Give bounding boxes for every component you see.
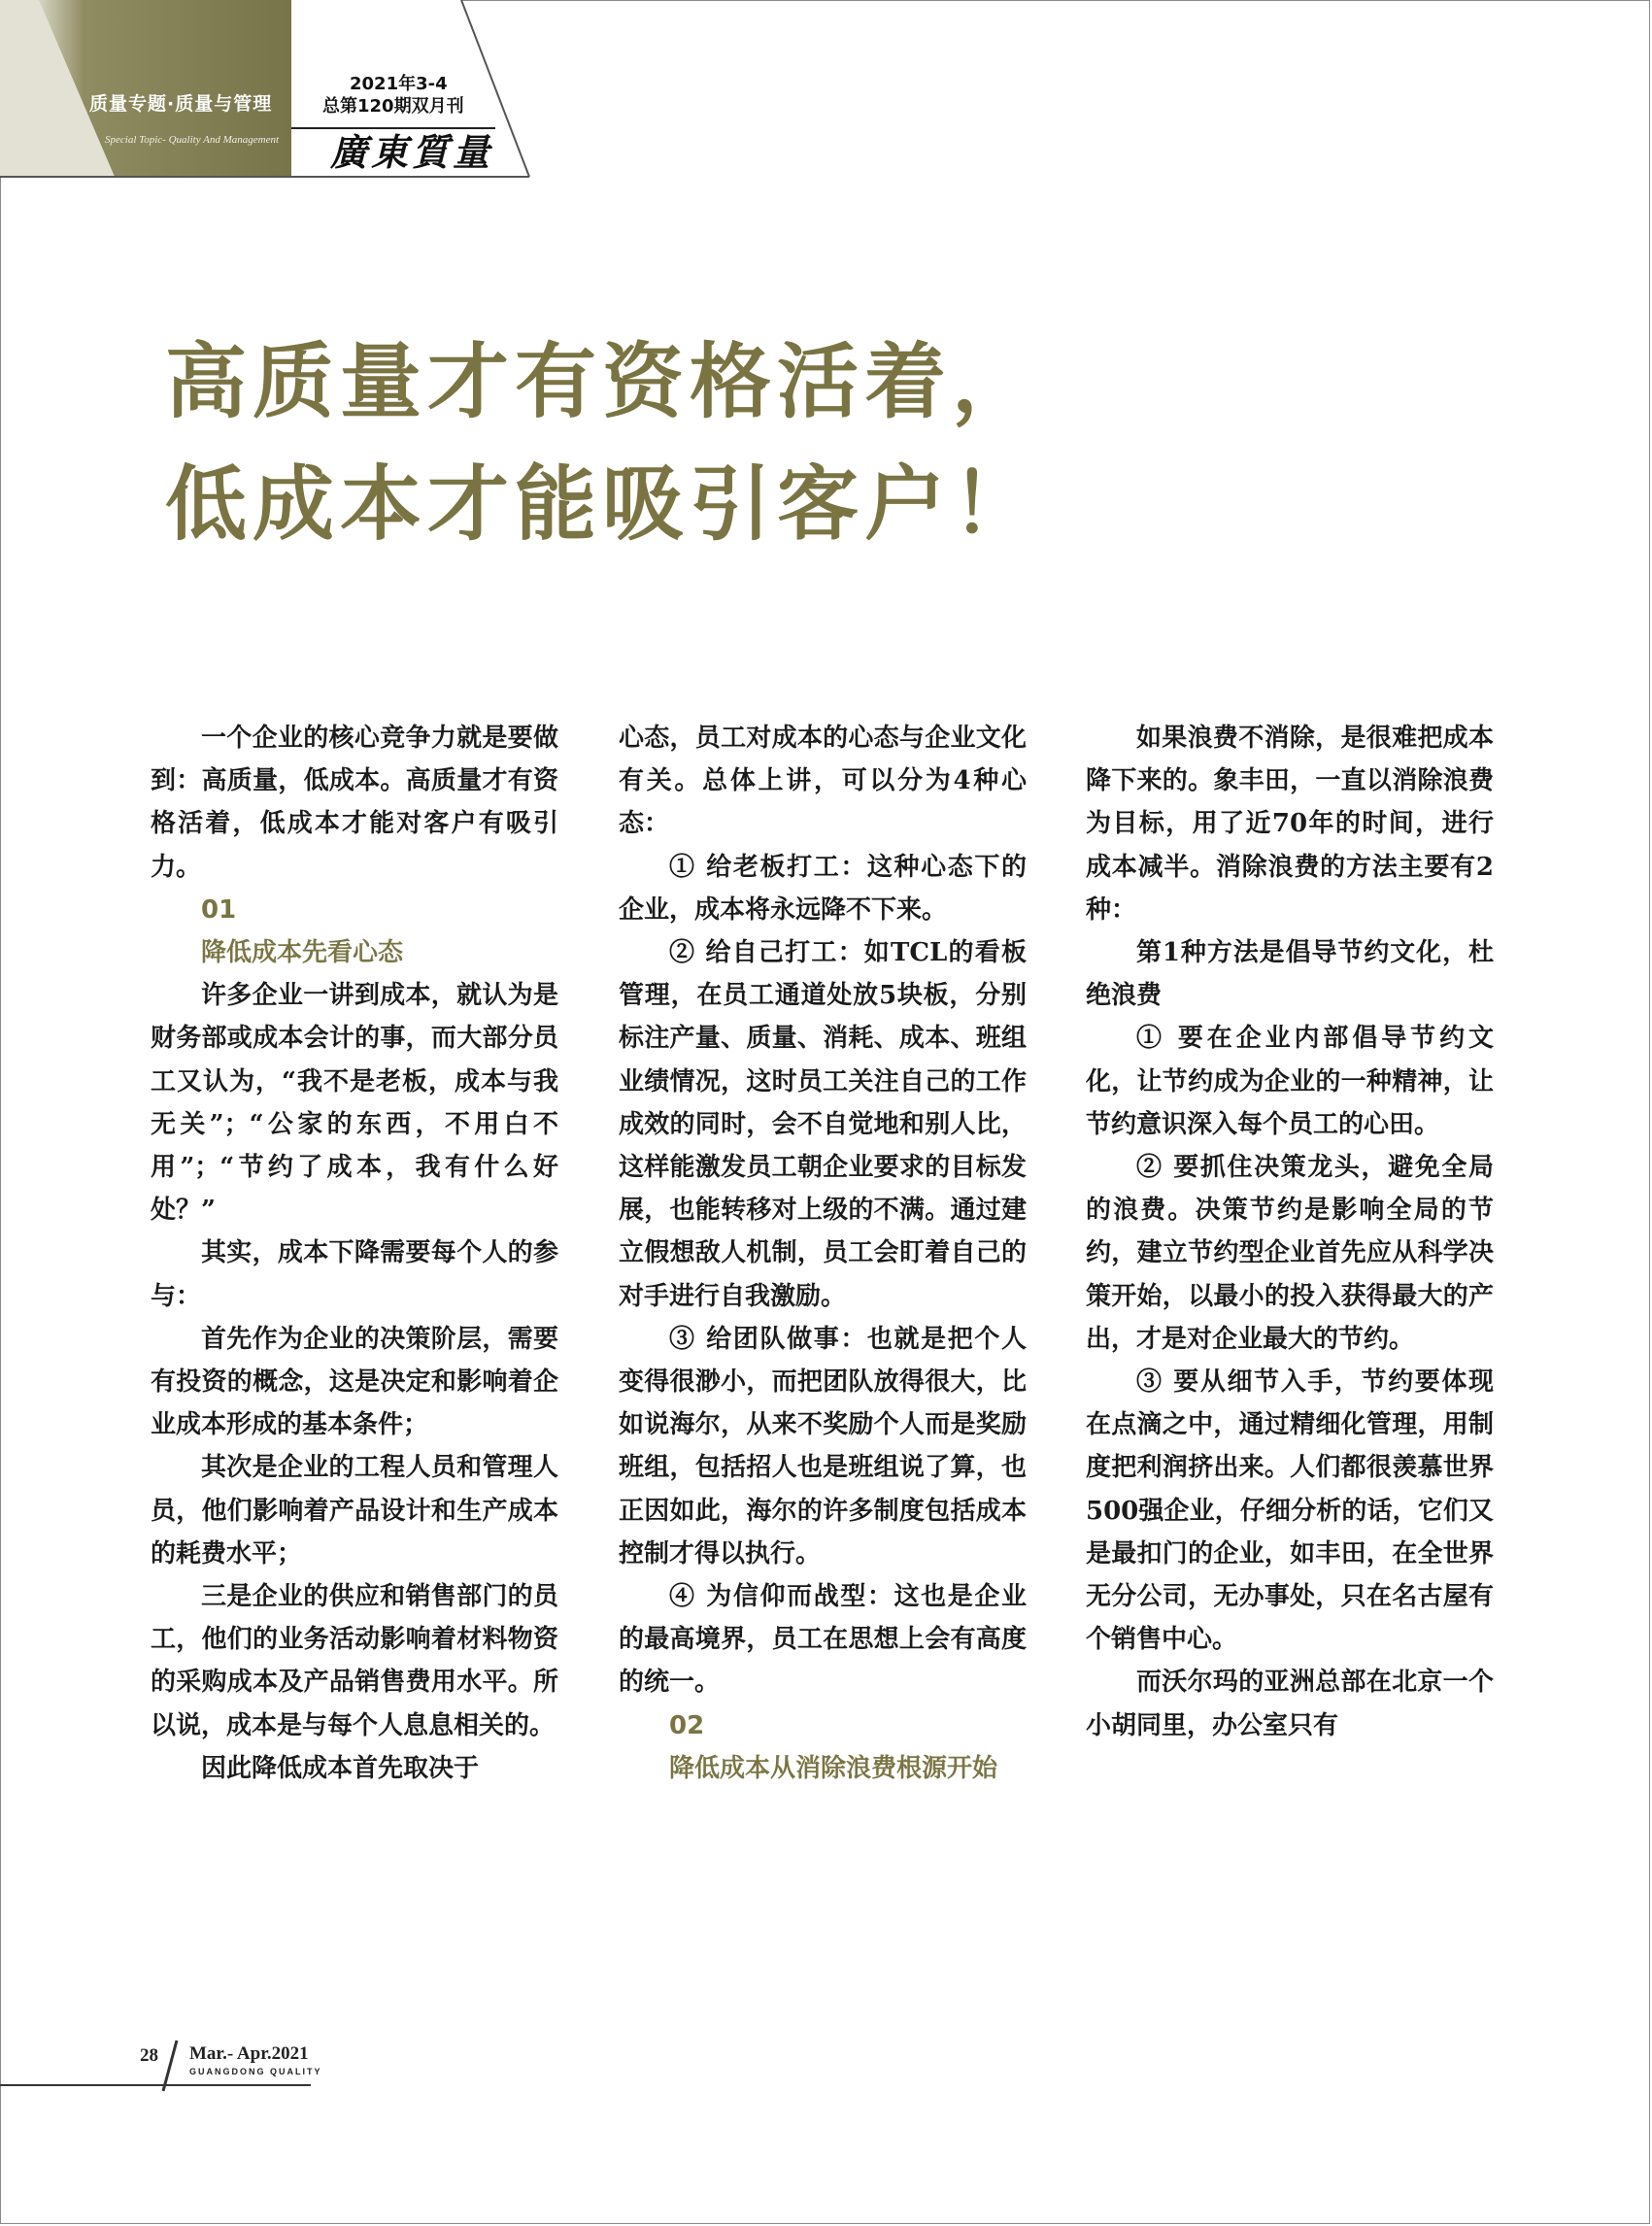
issue-number: 总第120期双月刊	[322, 96, 464, 117]
paragraph: 因此降低成本首先取决于	[201, 1753, 480, 1783]
section-number: 02	[669, 1710, 705, 1740]
paragraph: 心态，员工对成本的心态与企业文化有关。总体上讲，可以分为4种心态：	[619, 724, 1027, 839]
paragraph: 其实，成本下降需要每个人的参与：	[151, 1238, 558, 1311]
paragraph: ③ 要从细节入手，节约要体现在点滴之中，通过精细化管理，用制度把利润挤出来。人们都很羡慕世界500强企业，仔细分析的话，它们又是最扣门的企业，如丰田，在全世界无分公司，无办事处，只在名古屋有个销售中心。	[1086, 1367, 1494, 1655]
article-title	[165, 320, 1136, 565]
text-column-1	[151, 717, 558, 1790]
paragraph: ④ 为信仰而战型：这也是企业的最高境界，员工在思想上会有高度的统一。	[619, 1582, 1027, 1698]
text-column-2	[619, 717, 1027, 1790]
section-label: 质量专题·质量与管理	[89, 93, 273, 115]
paragraph: 如果浪费不消除，是很难把成本降下来的。象丰田，一直以消除浪费为目标，用了近70年的时间，进行成本减半。消除浪费的方法主要有2种：	[1086, 724, 1494, 925]
issue-date: 2021年3-4	[350, 74, 448, 94]
title-line-2: 低成本才能吸引客户！	[165, 456, 1040, 552]
magazine-logo: 廣東質量	[330, 130, 494, 174]
footer-magazine-name: GUANGDONG QUALITY	[189, 2067, 322, 2076]
section-label-en: Special Topic- Quality And Management	[105, 134, 280, 146]
footer-date: Mar.- Apr.2021	[189, 2043, 309, 2064]
paragraph: 一个企业的核心竞争力就是要做到：高质量，低成本。高质量才有资格活着，低成本才能对客户有吸引力。	[151, 724, 558, 882]
paragraph: 首先作为企业的决策阶层，需要有投资的概念，这是决定和影响着企业成本形成的基本条件；	[151, 1324, 558, 1440]
text-column-3	[1086, 717, 1494, 1747]
section-heading: 降低成本从消除浪费根源开始	[669, 1753, 998, 1783]
paragraph: 第1种方法是倡导节约文化，杜绝浪费	[1086, 938, 1494, 1011]
paragraph: ③ 给团队做事：也就是把个人变得很渺小，而把团队放得很大，比如说海尔，从来不奖励个人而是奖励班组，包括招人也是班组说了算，也正因如此，海尔的许多制度包括成本控制才得以执行。	[619, 1324, 1027, 1568]
section-number: 01	[201, 894, 237, 925]
paragraph: 而沃尔玛的亚洲总部在北京一个小胡同里，办公室只有	[1086, 1668, 1494, 1740]
paragraph: ② 给自己打工：如TCL的看板管理，在员工通道处放5块板，分别标注产量、质量、消耗、成本、班组业绩情况，这时员工关注自己的工作成效的同时，会不自觉地和别人比，这样能激发员工朝企业要求的目标发展，也能转移对上级的不满。通过建立假想敌人机制，员工会盯着自己的对手进行自我激励。	[619, 938, 1027, 1311]
paragraph: 其次是企业的工程人员和管理人员，他们影响着产品设计和生产成本的耗费水平；	[151, 1453, 558, 1568]
paragraph: ② 要抓住决策龙头，避免全局的浪费。决策节约是影响全局的节约，建立节约型企业首先应从科学决策开始，以最小的投入获得最大的产出，才是对企业最大的节约。	[1086, 1153, 1494, 1354]
page-number: 28	[140, 2045, 158, 2066]
paragraph: ① 要在企业内部倡导节约文化，让节约成为企业的一种精神，让节约意识深入每个员工的心田。	[1086, 1024, 1494, 1139]
paragraph: 许多企业一讲到成本，就认为是财务部或成本会计的事，而大部分员工又认为，“我不是老板，成本与我无关”；“公家的东西，不用白不用”；“节约了成本，我有什么好处？”	[151, 981, 558, 1226]
paragraph: 三是企业的供应和销售部门的员工，他们的业务活动影响着材料物资的采购成本及产品销售费用水平。所以说，成本是与每个人息息相关的。	[151, 1582, 558, 1740]
title-line-1: 高质量才有资格活着，	[165, 334, 1040, 429]
paragraph: ① 给老板打工：这种心态下的企业，成本将永远降不下来。	[619, 852, 1027, 925]
section-heading: 降低成本先看心态	[201, 938, 404, 968]
